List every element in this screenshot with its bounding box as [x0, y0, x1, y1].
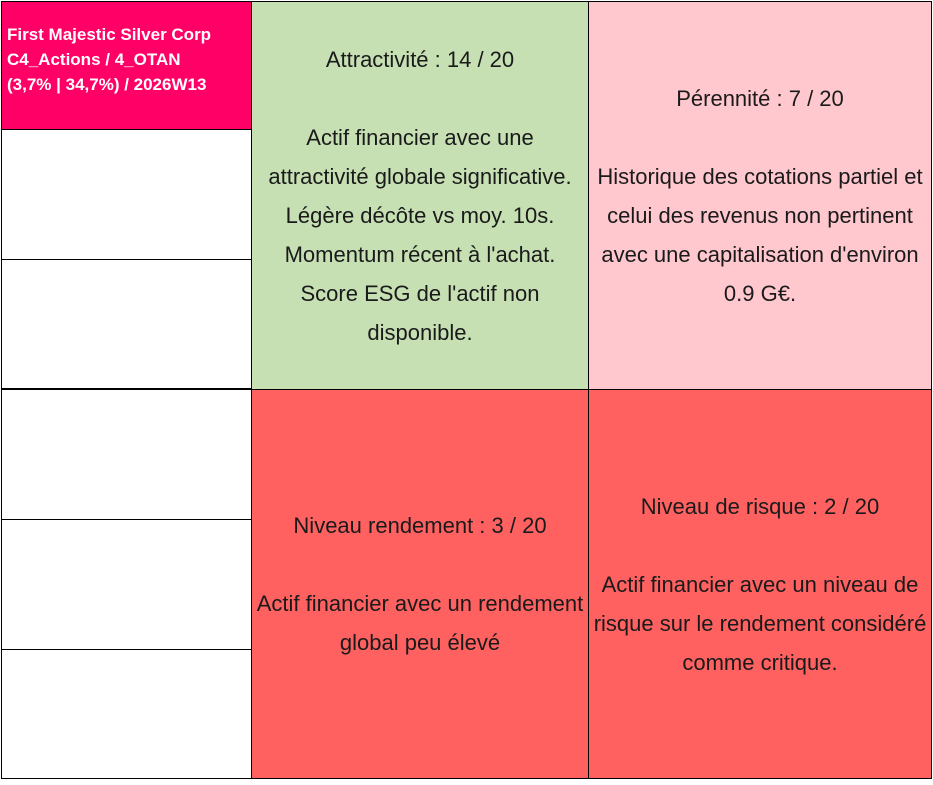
rendement-title: Niveau rendement : 3 / 20 [293, 513, 547, 538]
risque-cell[interactable] [588, 389, 932, 779]
empty-cell-row6[interactable] [1, 649, 252, 779]
perennite-cell[interactable] [588, 1, 932, 390]
asset-category: C4_Actions / 4_OTAN [7, 50, 181, 69]
asset-name: First Majestic Silver Corp [7, 25, 212, 44]
attractivite-description: Actif financier avec une attractivité globale significative. Légère décôte vs moy. 10s. Momentum récent à l'achat. Score ESG de l'actif non disponible. [268, 124, 572, 345]
asset-weights-period: (3,7% | 34,7%) / 2026W13 [7, 75, 207, 94]
risque-description: Actif financier avec un niveau de risque sur le rendement considéré comme critique. [593, 571, 927, 675]
empty-cell-row4[interactable] [1, 389, 252, 520]
empty-cell-row3[interactable] [1, 259, 252, 389]
perennite-title: Pérennité : 7 / 20 [676, 85, 844, 111]
perennite-description: Historique des cotations partiel et celui des revenus non pertinent avec une capitalisation d'environ 0.9 G€. [597, 163, 923, 306]
risque-title: Niveau de risque : 2 / 20 [640, 493, 880, 519]
attractivite-cell[interactable] [251, 1, 589, 390]
attractivite-title: Attractivité : 14 / 20 [325, 46, 515, 72]
empty-cell-row5[interactable] [1, 519, 252, 650]
empty-cell-row2[interactable] [1, 129, 252, 260]
rendement-description: Actif financier avec un rendement global peu élevé [256, 591, 584, 655]
asset-header-cell[interactable] [1, 1, 252, 130]
rendement-cell[interactable] [251, 389, 589, 779]
